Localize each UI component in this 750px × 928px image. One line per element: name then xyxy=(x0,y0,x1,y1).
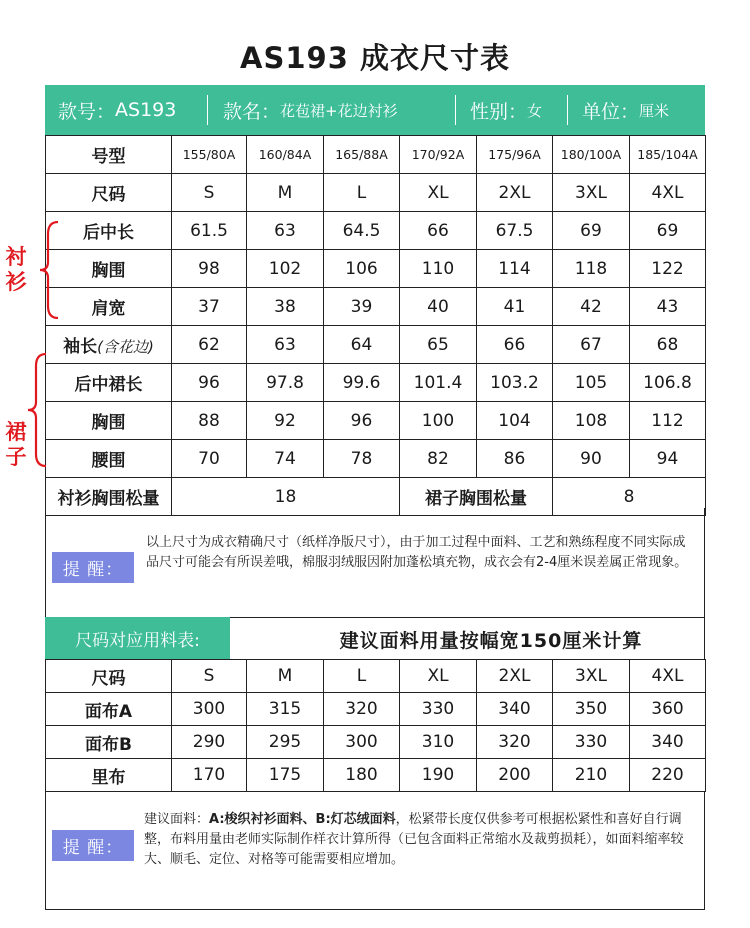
measure-cell: 102 xyxy=(247,250,324,288)
fabric-cell: 175 xyxy=(247,759,324,792)
size-label: 尺码 xyxy=(46,174,172,212)
skirt-ease-value: 8 xyxy=(553,478,706,516)
fabric-usage-label: 尺码对应用料表: xyxy=(45,617,230,659)
fabric-cell: 200 xyxy=(477,759,553,792)
measure-label: 肩宽 xyxy=(46,288,172,326)
size-cell: 4XL xyxy=(630,660,706,693)
measure-cell: 38 xyxy=(247,288,324,326)
measure-label: 胸围 xyxy=(46,250,172,288)
measure-cell: 39 xyxy=(324,288,400,326)
size-cell: 3XL xyxy=(553,660,630,693)
fabric-cell: 190 xyxy=(400,759,477,792)
fabric-cell: 320 xyxy=(324,693,400,726)
unit-value: 厘米 xyxy=(639,101,670,120)
measure-cell: 69 xyxy=(630,212,706,250)
measure-cell: 67.5 xyxy=(477,212,553,250)
size-cell: M xyxy=(247,660,324,693)
measure-row xyxy=(46,212,706,250)
measure-row xyxy=(46,288,706,326)
measure-cell: 66 xyxy=(400,212,477,250)
reminder-text xyxy=(144,810,696,870)
gender xyxy=(470,85,542,135)
measure-label: 后中裙长 xyxy=(46,364,172,402)
measure-row xyxy=(46,326,706,364)
model-cell: 185/104A xyxy=(630,136,706,174)
reminder-rest: ，松紧带长度仅供参考可根据松紧性和喜好自行调整，布料用量由老师实际制作样衣计算所得（已包含面料正常缩水及裁剪损耗），如面料缩率较大、顺毛、定位、对格等可能需要相应增加。 xyxy=(144,812,684,867)
measure-cell: 65 xyxy=(400,326,477,364)
style-name xyxy=(223,85,398,135)
measure-cell: 97.8 xyxy=(247,364,324,402)
measure-cell: 88 xyxy=(172,402,247,440)
measure-cell: 98 xyxy=(172,250,247,288)
reminder-text: 以上尺寸为成衣精确尺寸（纸样净版尺寸），由于加工过程中面料、工艺和熟练程度不同实际成品尺寸可能会有所误差哦，棉服羽绒服因附加蓬松填充物，成衣会有2-4厘米误差属正常现象。 xyxy=(146,535,688,570)
model-cell: 165/88A xyxy=(324,136,400,174)
measure-cell: 105 xyxy=(553,364,630,402)
measure-cell: 99.6 xyxy=(324,364,400,402)
shirt-ease-label: 衬衫胸围松量 xyxy=(46,478,172,516)
fabric-cell: 170 xyxy=(172,759,247,792)
reminder-box xyxy=(45,792,705,910)
measure-cell: 118 xyxy=(553,250,630,288)
fabric-b-note: B:灯芯绒面料 xyxy=(315,812,396,827)
measure-cell: 43 xyxy=(630,288,706,326)
measure-cell: 70 xyxy=(172,440,247,478)
measure-cell: 63 xyxy=(247,212,324,250)
fabric-label: 面布A xyxy=(46,693,172,726)
fabric-cell: 320 xyxy=(477,726,553,759)
measure-cell: 92 xyxy=(247,402,324,440)
model-cell: 160/84A xyxy=(247,136,324,174)
measure-cell: 66 xyxy=(477,326,553,364)
fabric-cell: 220 xyxy=(630,759,706,792)
model-cell: 175/96A xyxy=(477,136,553,174)
fabric-usage-header xyxy=(45,617,705,659)
fabric-cell: 210 xyxy=(553,759,630,792)
model-cell: 180/100A xyxy=(553,136,630,174)
measure-row xyxy=(46,364,706,402)
measure-cell: 78 xyxy=(324,440,400,478)
size-cell: XL xyxy=(400,174,477,212)
fabric-row xyxy=(46,693,706,726)
measure-cell: 103.2 xyxy=(477,364,553,402)
measure-cell: 74 xyxy=(247,440,324,478)
measure-row xyxy=(46,440,706,478)
measure-cell: 122 xyxy=(630,250,706,288)
model-cell: 170/92A xyxy=(400,136,477,174)
measure-row xyxy=(46,250,706,288)
measure-cell: 106.8 xyxy=(630,364,706,402)
measure-cell: 86 xyxy=(477,440,553,478)
fabric-cell: 360 xyxy=(630,693,706,726)
measure-label: 腰围 xyxy=(46,440,172,478)
measure-cell: 112 xyxy=(630,402,706,440)
measure-cell: 82 xyxy=(400,440,477,478)
fabric-row xyxy=(46,726,706,759)
style-no xyxy=(58,85,176,135)
measure-cell: 100 xyxy=(400,402,477,440)
divider xyxy=(567,95,568,125)
skirt-side-label: 裙子 xyxy=(5,420,27,469)
fabric-cell: 315 xyxy=(247,693,324,726)
fabric-cell: 340 xyxy=(477,693,553,726)
fabric-row xyxy=(46,759,706,792)
reminder-box xyxy=(45,508,705,618)
style-info-bar xyxy=(45,85,705,135)
fabric-cell: 350 xyxy=(553,693,630,726)
model-row xyxy=(46,136,706,174)
fabric-cell: 295 xyxy=(247,726,324,759)
size-cell: 2XL xyxy=(477,660,553,693)
measure-cell: 40 xyxy=(400,288,477,326)
measure-cell: 104 xyxy=(477,402,553,440)
measure-row xyxy=(46,402,706,440)
size-row xyxy=(46,174,706,212)
sleeve-label: 袖长 xyxy=(63,337,98,357)
style-name-label: 款名： xyxy=(223,100,281,123)
page-title: AS193 成衣尺寸表 xyxy=(240,41,510,75)
size-cell: S xyxy=(172,660,247,693)
style-name-value: 花苞裙+花边衬衫 xyxy=(280,101,398,120)
reminder-prefix: 建议面料： xyxy=(144,812,210,827)
size-cell: 4XL xyxy=(630,174,706,212)
measure-cell: 90 xyxy=(553,440,630,478)
gender-label: 性别： xyxy=(470,100,528,123)
fabric-cell: 290 xyxy=(172,726,247,759)
fabric-size-row xyxy=(46,660,706,693)
measure-cell: 64.5 xyxy=(324,212,400,250)
fabric-size-label: 尺码 xyxy=(46,660,172,693)
fabric-cell: 180 xyxy=(324,759,400,792)
sleeve-label-note: (含花边) xyxy=(97,338,154,356)
skirt-ease-label: 裙子胸围松量 xyxy=(400,478,553,516)
measure-cell: 61.5 xyxy=(172,212,247,250)
measure-cell: 64 xyxy=(324,326,400,364)
measure-cell: 42 xyxy=(553,288,630,326)
fabric-cell: 300 xyxy=(172,693,247,726)
size-cell: 3XL xyxy=(553,174,630,212)
measure-cell: 114 xyxy=(477,250,553,288)
fabric-cell: 310 xyxy=(400,726,477,759)
fabric-cell: 330 xyxy=(400,693,477,726)
measure-label xyxy=(46,326,172,364)
measure-cell: 94 xyxy=(630,440,706,478)
divider xyxy=(455,95,456,125)
measure-cell: 101.4 xyxy=(400,364,477,402)
measure-cell: 69 xyxy=(553,212,630,250)
divider xyxy=(207,95,208,125)
fabric-table xyxy=(45,659,706,792)
reminder-badge: 提 醒： xyxy=(52,830,134,861)
fabric-label: 里布 xyxy=(46,759,172,792)
measure-label: 胸围 xyxy=(46,402,172,440)
measure-cell: 108 xyxy=(553,402,630,440)
unit-label: 单位： xyxy=(582,100,640,123)
measure-cell: 96 xyxy=(172,364,247,402)
size-cell: L xyxy=(324,174,400,212)
style-no-value: AS193 xyxy=(115,99,177,121)
gender-value: 女 xyxy=(527,101,543,120)
shirt-brace xyxy=(36,218,62,322)
size-cell: XL xyxy=(400,660,477,693)
measure-cell: 62 xyxy=(172,326,247,364)
size-cell: S xyxy=(172,174,247,212)
measure-cell: 67 xyxy=(553,326,630,364)
measure-cell: 96 xyxy=(324,402,400,440)
fabric-label: 面布B xyxy=(46,726,172,759)
model-cell: 155/80A xyxy=(172,136,247,174)
fabric-cell: 330 xyxy=(553,726,630,759)
fabric-a-note: A:梭织衬衫面料、 xyxy=(209,812,316,827)
unit xyxy=(582,85,669,135)
reminder-badge: 提 醒： xyxy=(52,552,134,583)
style-no-label: 款号： xyxy=(58,100,116,123)
shirt-ease-value: 18 xyxy=(172,478,400,516)
model-label: 号型 xyxy=(46,136,172,174)
fabric-cell: 340 xyxy=(630,726,706,759)
size-cell: L xyxy=(324,660,400,693)
measure-cell: 37 xyxy=(172,288,247,326)
size-cell: 2XL xyxy=(477,174,553,212)
measure-cell: 110 xyxy=(400,250,477,288)
shirt-side-label: 衬衫 xyxy=(5,245,27,294)
measure-cell: 68 xyxy=(630,326,706,364)
measure-cell: 63 xyxy=(247,326,324,364)
size-cell: M xyxy=(247,174,324,212)
size-table xyxy=(45,135,706,516)
fabric-usage-note: 建议面料用量按幅宽150厘米计算 xyxy=(339,629,643,652)
measure-cell: 41 xyxy=(477,288,553,326)
fabric-cell: 300 xyxy=(324,726,400,759)
measure-label: 后中长 xyxy=(46,212,172,250)
measure-cell: 106 xyxy=(324,250,400,288)
